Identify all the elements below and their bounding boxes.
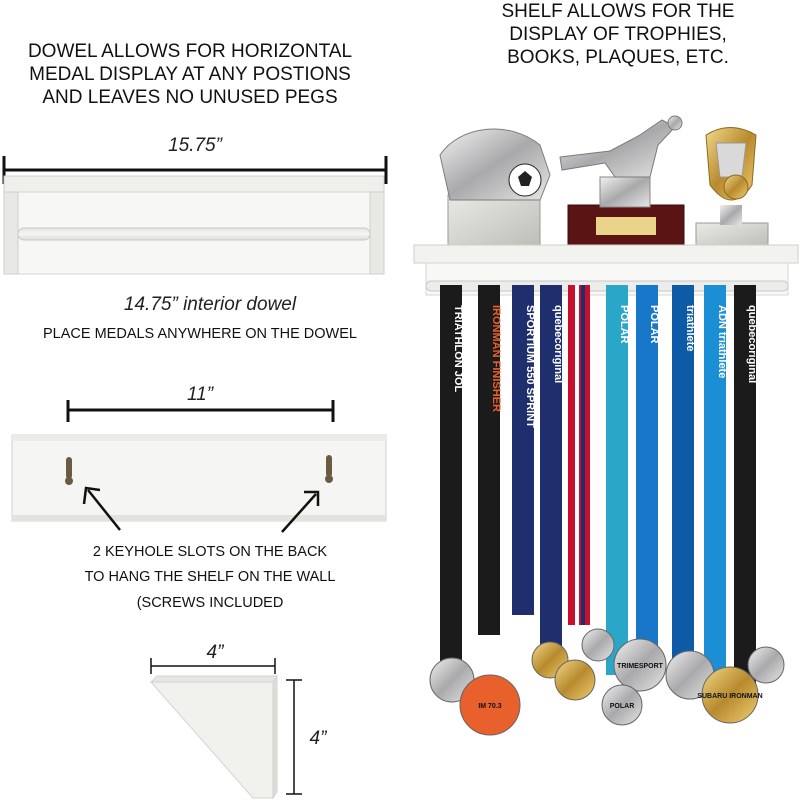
medal-text-subaru_ironman: SUBARU IRONMAN <box>697 693 763 700</box>
ribbon-5 <box>568 285 590 625</box>
bracket-side-view <box>145 672 295 802</box>
ribbon-text-2: IRONMAN FINISHER <box>490 305 502 412</box>
keyhole-callout-line-3: (SCREWS INCLUDED <box>136 594 284 611</box>
medals-anywhere-callout: PLACE MEDALS ANYWHERE ON THE DOWEL <box>43 326 357 342</box>
width-dimension-label: 15.75” <box>168 135 222 156</box>
ribbon-4 <box>540 285 564 655</box>
slot-spacing-line <box>0 398 400 428</box>
medal-10 <box>748 647 784 683</box>
bracket-height-label: 4” <box>309 728 327 749</box>
ribbon-6 <box>606 285 630 675</box>
medal-4 <box>555 660 595 700</box>
ribbon-text-3: SPORTIUM 550 SPRINT <box>524 305 536 428</box>
shelf-callout <box>478 0 758 70</box>
keyhole-callout <box>40 540 380 616</box>
shelf-back-view <box>0 425 400 535</box>
interior-dowel-label: 14.75” interior dowel <box>123 294 297 315</box>
medal-5 <box>582 629 614 661</box>
medals <box>430 629 784 735</box>
dowel-callout-line-1: DOWEL ALLOWS FOR HORIZONTAL <box>27 41 353 62</box>
ribbon-2 <box>478 285 502 635</box>
dowel-callout-line-2: MEDAL DISPLAY AT ANY POSTIONS <box>29 64 351 86</box>
ribbon-text-4: quebecoriginal <box>552 305 564 384</box>
keyhole-left-icon <box>65 457 73 485</box>
soccer-trophy-right <box>696 128 768 248</box>
trophy-shelf-illustration <box>400 115 800 710</box>
arrow-left-icon <box>78 482 138 542</box>
keyhole-right-icon <box>325 455 333 483</box>
medal-6 <box>614 639 666 691</box>
dowel-callout-line-3: AND LEAVES NO UNUSED PEGS <box>42 87 338 109</box>
ribbon-8 <box>672 285 696 665</box>
arrow-right-icon <box>270 486 330 546</box>
shelf-front-view <box>0 172 400 282</box>
keyhole-callout-line-1: 2 KEYHOLE SLOTS ON THE BACK <box>92 544 328 560</box>
dowel-callout <box>10 40 370 110</box>
ribbon-1 <box>440 285 464 675</box>
bracket-depth-label: 4” <box>206 642 224 663</box>
soccer-trophy-left <box>440 129 550 247</box>
ribbon-3 <box>512 285 536 615</box>
ribbon-text-10: quebecoriginal <box>746 305 758 384</box>
shelf-callout-line-3: BOOKS, PLAQUES, ETC. <box>507 47 729 69</box>
shelf-callout-line-1: SHELF ALLOWS FOR THE <box>501 1 735 22</box>
ribbon-text-8: triathlete <box>684 305 696 352</box>
ribbon-text-1: TRIATHLON JOL <box>452 305 464 393</box>
medal-7 <box>602 685 642 725</box>
ribbon-text-7: POLAR <box>648 305 660 344</box>
keyhole-callout-line-2: TO HANG THE SHELF ON THE WALL <box>84 569 336 586</box>
ribbon-text-9: ADN triathlete <box>716 305 728 379</box>
karate-trophy-center <box>560 116 684 247</box>
ribbon-9 <box>704 285 728 685</box>
medal-text-polar: POLAR <box>609 703 635 710</box>
medal-2 <box>460 675 520 735</box>
medal-text-ironman_medal: IM 70.3 <box>478 703 502 710</box>
medal-text-trimesport: TRIMESPORT <box>617 663 663 670</box>
ribbon-7 <box>636 285 660 675</box>
ribbon-text-6: POLAR <box>618 305 630 344</box>
shelf-callout-line-2: DISPLAY OF TROPHIES, <box>509 24 727 46</box>
slot-spacing-label: 11” <box>186 384 214 405</box>
ribbon-10 <box>734 285 758 705</box>
